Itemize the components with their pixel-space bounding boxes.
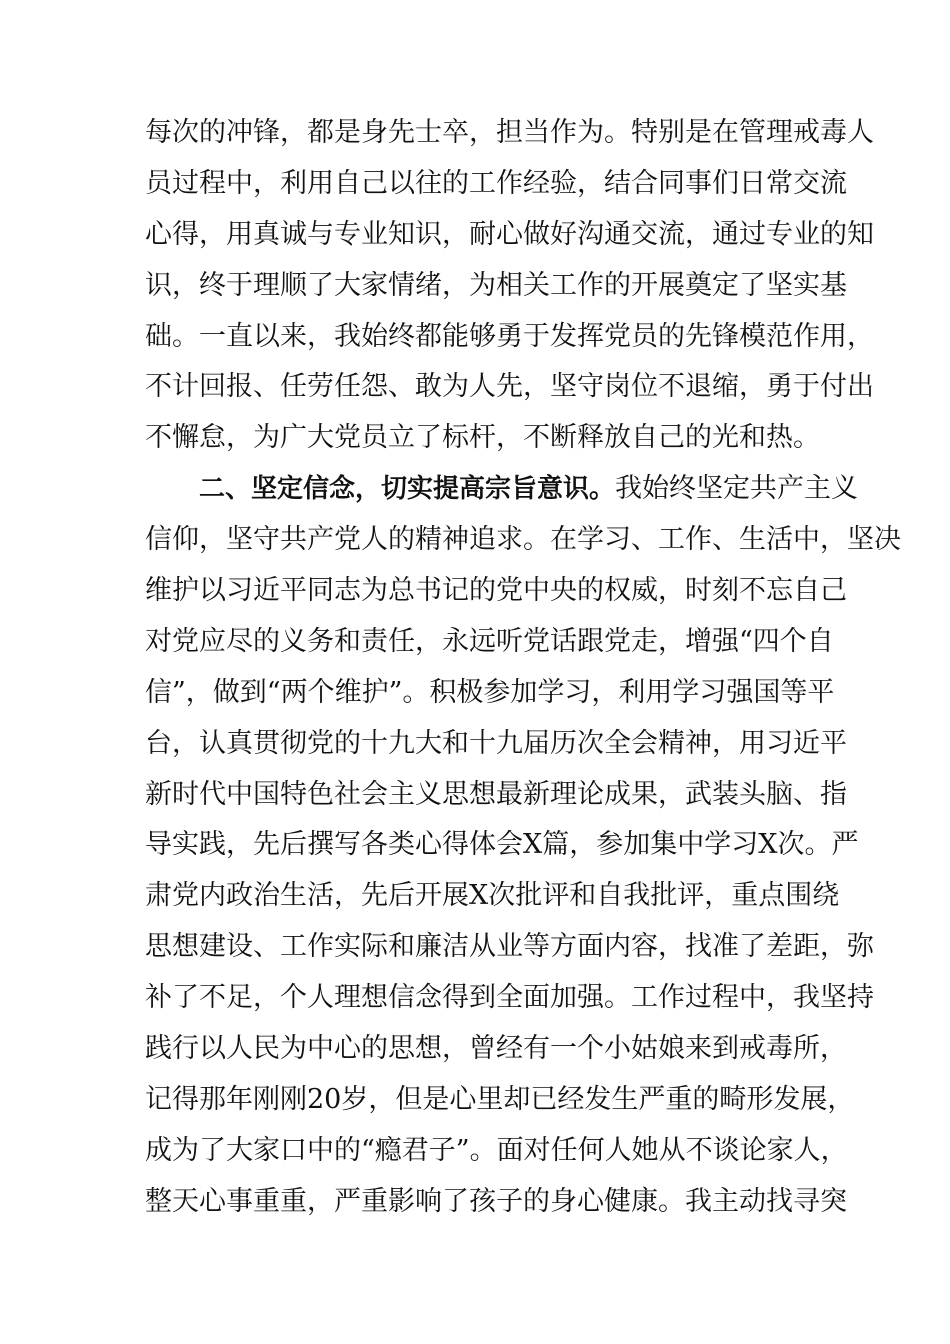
- paragraph-text: 我始终坚定共产主义: [615, 473, 859, 505]
- paragraph-line: 信”，做到“两个维护”。积极参加学习，利用学习强国等平: [145, 676, 835, 708]
- paragraph-line: 新时代中国特色社会主义思想最新理论成果，武装头脑、指: [145, 778, 847, 810]
- paragraph-line: 导实践，先后撰写各类心得体会X篇，参加集中学习X次。严: [145, 829, 859, 861]
- paragraph-line: 对党应尽的义务和责任，永远听党话跟党走，增强“四个自: [145, 625, 834, 657]
- section-heading: 二、坚定信念，切实提高宗旨意识。: [199, 474, 616, 505]
- paragraph-line: 础。一直以来，我始终都能够勇于发挥党员的先锋模范作用，: [145, 320, 874, 352]
- document-body: [145, 108, 901, 1228]
- paragraph-line: 践行以人民为中心的思想，曾经有一个小姑娘来到戒毒所，: [145, 1033, 847, 1065]
- paragraph-line: 不懈怠，为广大党员立了标杆，不断释放自己的光和热。: [145, 422, 820, 454]
- paragraph-line: 员过程中，利用自己以往的工作经验，结合同事们日常交流: [145, 167, 847, 199]
- paragraph-line: 台，认真贯彻党的十九大和十九届历次全会精神，用习近平: [145, 727, 847, 759]
- paragraph-line: 不计回报、任劳任怨、敢为人先，坚守岗位不退缩，勇于付出: [145, 371, 874, 403]
- section-heading-line: [145, 464, 859, 515]
- paragraph-line: 识，终于理顺了大家情绪，为相关工作的开展奠定了坚实基: [145, 269, 847, 301]
- paragraph-line: 每次的冲锋，都是身先士卒，担当作为。特别是在管理戒毒人: [145, 117, 874, 148]
- paragraph-line: 补了不足，个人理想信念得到全面加强。工作过程中，我坚持: [145, 982, 874, 1014]
- paragraph-line: 思想建设、工作实际和廉洁从业等方面内容，找准了差距，弥: [145, 931, 874, 963]
- paragraph-line: 成为了大家口中的“瘾君子”。面对任何人她从不谈论家人，: [145, 1134, 848, 1166]
- paragraph-line: 心得，用真诚与专业知识，耐心做好沟通交流，通过专业的知: [145, 218, 874, 250]
- paragraph-line: 整天心事重重，严重影响了孩子的身心健康。我主动找寻突: [145, 1185, 847, 1217]
- paragraph-line: 记得那年刚刚20岁，但是心里却已经发生严重的畸形发展，: [145, 1083, 855, 1115]
- paragraph-line: 肃党内政治生活，先后开展X次批评和自我批评，重点围绕: [145, 880, 840, 912]
- paragraph-line: 维护以习近平同志为总书记的党中央的权威，时刻不忘自己: [145, 575, 847, 607]
- paragraph-line: 信仰，坚守共产党人的精神追求。在学习、工作、生活中，坚决: [145, 524, 901, 556]
